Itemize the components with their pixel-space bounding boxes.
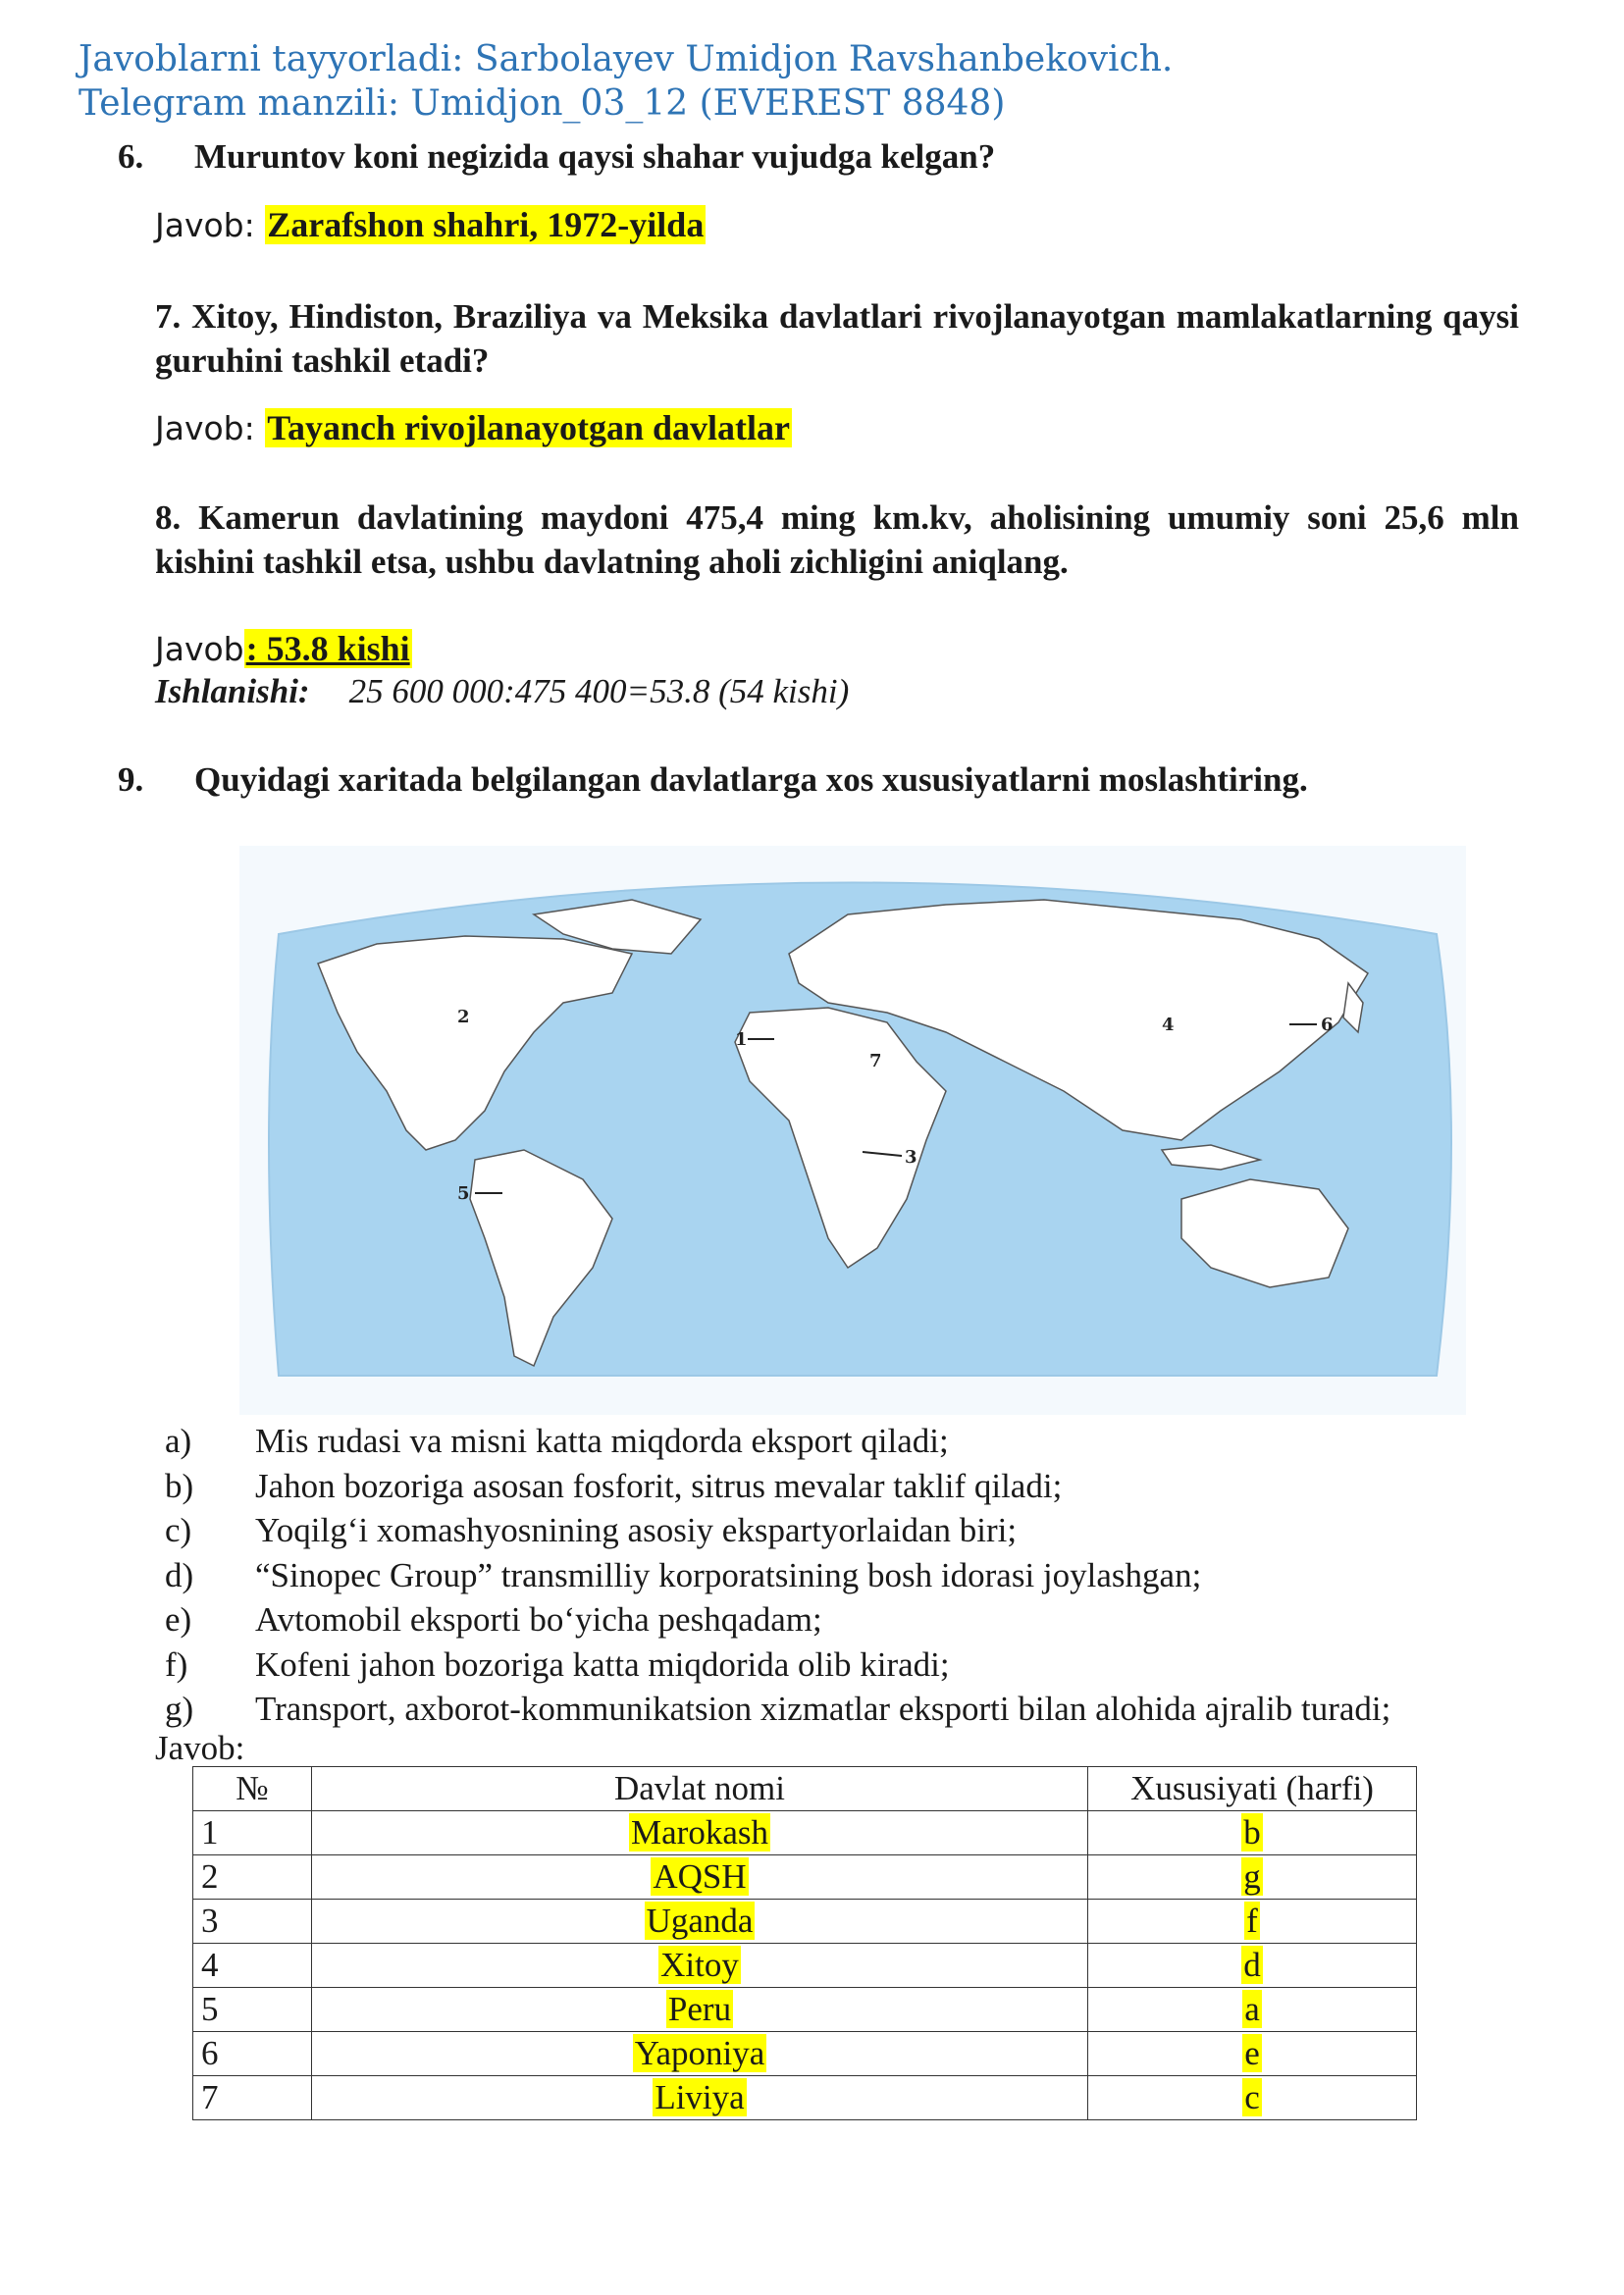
- option-item: [165, 1553, 1390, 1598]
- option-item: [165, 1597, 1390, 1643]
- world-map: [239, 846, 1466, 1415]
- question-9: [118, 760, 1308, 800]
- question-6-text: Muruntov koni negizida qaysi shahar vujudga kelgan?: [194, 137, 996, 176]
- option-key: c): [165, 1511, 192, 1549]
- map-label-6: 6: [1321, 1015, 1334, 1035]
- question-9-text: Quyidagi xaritada belgilangan davlatlarga xos xususiyatlarni moslashtiring.: [194, 760, 1308, 799]
- country-cell: [312, 2076, 1088, 2120]
- feature-letter: b: [1243, 1813, 1261, 1852]
- letter-cell: [1088, 1900, 1417, 1944]
- option-text: Kofeni jahon bozoriga katta miqdorida olib kiradi;: [255, 1644, 950, 1684]
- option-text: Mis rudasi va misni katta miqdorda eksport qiladi;: [255, 1422, 949, 1460]
- table-row: [193, 2076, 1417, 2120]
- table-row: [193, 1900, 1417, 1944]
- country-name: Yaponiya: [634, 2034, 765, 2072]
- country-name: Marokash: [631, 1813, 768, 1852]
- country-name: Liviya: [655, 2078, 745, 2116]
- table-row: [193, 1944, 1417, 1988]
- row-number: 6: [193, 2032, 312, 2076]
- feature-letter: e: [1244, 2034, 1260, 2072]
- answer-label: Javob:: [155, 409, 266, 447]
- map-label-5: 5: [457, 1183, 470, 1204]
- table-header-row: [193, 1767, 1417, 1811]
- author-line: Javoblarni tayyorladi: Sarbolayev Umidjon Ravshanbekovich.: [79, 39, 1174, 79]
- country-cell: [312, 2032, 1088, 2076]
- feature-letter: c: [1244, 2078, 1260, 2116]
- letter-cell: [1088, 1988, 1417, 2032]
- feature-letter: g: [1243, 1857, 1261, 1896]
- letter-cell: [1088, 1811, 1417, 1855]
- question-7: 7. Xitoy, Hindiston, Braziliya va Meksika davlatlari rivojlanayotgan mamlakatlarning qaysi guruhini tashkil etadi?: [155, 297, 1519, 380]
- map-label-2: 2: [457, 1007, 470, 1027]
- column-header: Davlat nomi: [312, 1767, 1088, 1811]
- solution-line: [155, 672, 849, 711]
- answer-7: [155, 407, 792, 448]
- table-row: [193, 1811, 1417, 1855]
- option-item: [165, 1687, 1390, 1732]
- column-header: Xususiyati (harfi): [1088, 1767, 1417, 1811]
- feature-letter: d: [1243, 1946, 1261, 1984]
- option-key: b): [165, 1466, 194, 1505]
- row-number: 1: [193, 1811, 312, 1855]
- answer-6: [155, 204, 706, 245]
- letter-cell: [1088, 1944, 1417, 1988]
- answer-8: [155, 628, 412, 669]
- country-name: Peru: [667, 1990, 732, 2028]
- country-name: AQSH: [653, 1857, 747, 1896]
- map-label-1: 1: [735, 1029, 748, 1050]
- option-key: f): [165, 1644, 188, 1684]
- table-row: [193, 1855, 1417, 1900]
- feature-letter: a: [1244, 1990, 1260, 2028]
- answer-9-label: Javob:: [155, 1729, 245, 1767]
- question-6: [118, 137, 995, 177]
- country-name: Uganda: [646, 1902, 754, 1940]
- answer-8-value: : 53.8 kishi: [245, 629, 410, 668]
- option-item: [165, 1464, 1390, 1509]
- answer-label: Javob: [155, 630, 244, 668]
- letter-cell: [1088, 2032, 1417, 2076]
- country-cell: [312, 1900, 1088, 1944]
- option-key: d): [165, 1555, 194, 1594]
- map-label-3: 3: [905, 1147, 917, 1168]
- country-cell: [312, 1988, 1088, 2032]
- solution-label: Ishlanishi:: [155, 672, 310, 710]
- row-number: 4: [193, 1944, 312, 1988]
- option-key: g): [165, 1690, 194, 1728]
- option-key: a): [165, 1422, 192, 1460]
- option-text: “Sinopec Group” transmilliy korporatsining bosh idorasi joylashgan;: [255, 1555, 1202, 1594]
- options-list: [165, 1419, 1390, 1732]
- row-number: 5: [193, 1988, 312, 2032]
- author-header: [79, 37, 1173, 126]
- row-number: 2: [193, 1855, 312, 1900]
- question-6-number: 6.: [118, 137, 144, 176]
- row-number: 7: [193, 2076, 312, 2120]
- question-9-number: 9.: [118, 760, 144, 799]
- answer-label: Javob:: [155, 206, 266, 244]
- letter-cell: [1088, 2076, 1417, 2120]
- country-cell: [312, 1944, 1088, 1988]
- country-cell: [312, 1811, 1088, 1855]
- option-text: Yoqilg‘i xomashyosnining asosiy ekspartyorlaidan biri;: [255, 1511, 1018, 1549]
- table-row: [193, 1988, 1417, 2032]
- feature-letter: f: [1246, 1902, 1258, 1940]
- option-text: Avtomobil eksporti bo‘yicha peshqadam;: [255, 1600, 822, 1639]
- row-number: 3: [193, 1900, 312, 1944]
- answer-7-value: Tayanch rivojlanayotgan davlatlar: [267, 408, 790, 447]
- column-header: №: [193, 1767, 312, 1811]
- option-key: e): [165, 1600, 192, 1639]
- option-item: [165, 1508, 1390, 1553]
- option-item: [165, 1419, 1390, 1464]
- table-row: [193, 2032, 1417, 2076]
- solution-value: 25 600 000:475 400=53.8 (54 kishi): [348, 672, 850, 710]
- letter-cell: [1088, 1855, 1417, 1900]
- question-8: 8. Kamerun davlatining maydoni 475,4 ming km.kv, aholisining umumiy soni 25,6 mln kishini tashkil etsa, ushbu davlatning aholi zichligini aniqlang.: [155, 498, 1519, 581]
- telegram-line: Telegram manzili: Umidjon_03_12 (EVEREST 8848): [79, 83, 1006, 124]
- answer-6-value: Zarafshon shahri, 1972-yilda: [267, 205, 705, 244]
- map-label-7: 7: [869, 1051, 882, 1071]
- option-text: Transport, axborot-kommunikatsion xizmatlar eksporti bilan alohida ajralib turadi;: [255, 1690, 1391, 1728]
- country-cell: [312, 1855, 1088, 1900]
- option-text: Jahon bozoriga asosan fosforit, sitrus mevalar taklif qiladi;: [255, 1466, 1063, 1505]
- map-label-4: 4: [1162, 1015, 1175, 1035]
- country-name: Xitoy: [660, 1946, 739, 1984]
- option-item: [165, 1643, 1390, 1688]
- answer-table: [192, 1766, 1417, 2120]
